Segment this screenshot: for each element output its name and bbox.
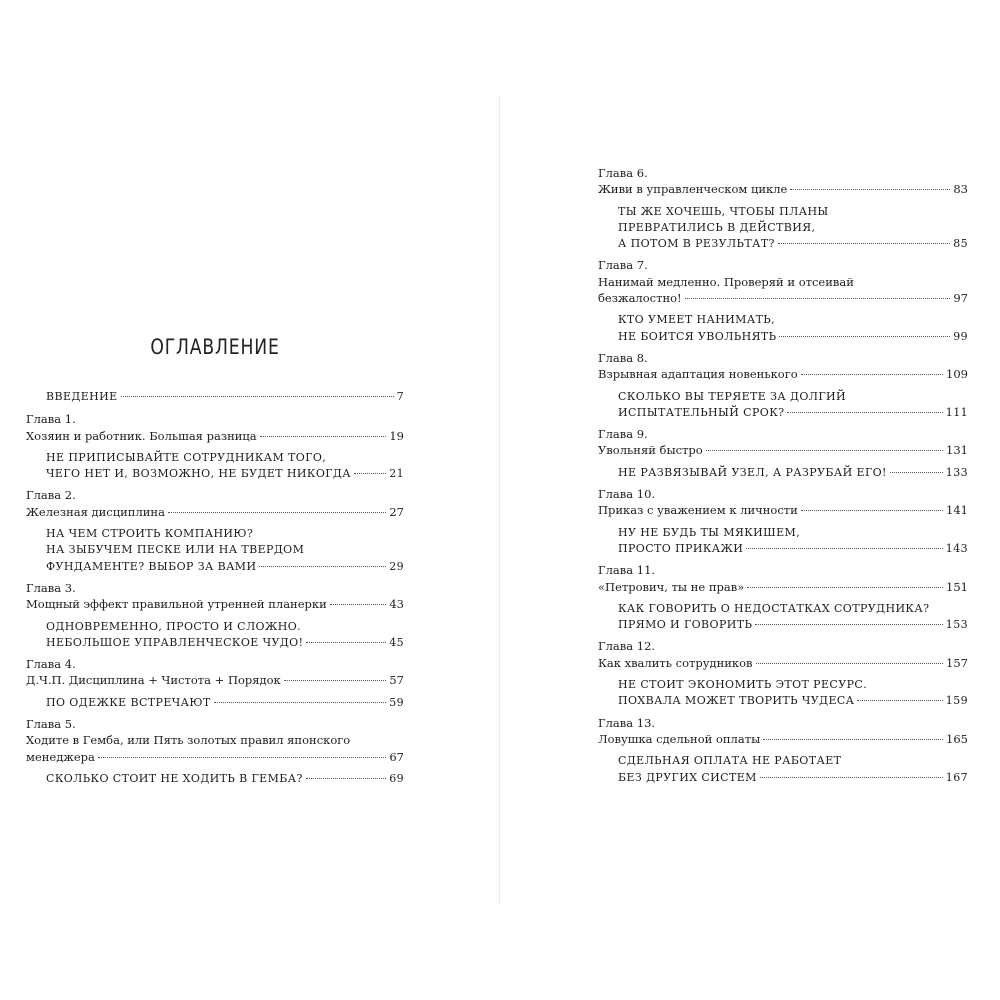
entry-line-text: Ходите в Гемба, или Пять золотых правил японского xyxy=(26,733,351,748)
entry-line-text: ПРЕВРАТИЛИСЬ В ДЕЙСТВИЯ, xyxy=(618,220,816,234)
page-number: 157 xyxy=(946,655,968,670)
page-number: 97 xyxy=(953,291,968,306)
chapter-title xyxy=(598,579,968,595)
entry-line xyxy=(618,617,968,633)
page-gutter xyxy=(499,95,500,905)
entry-line xyxy=(618,770,968,786)
chapter-label: Глава 6. xyxy=(598,166,648,180)
entry-line xyxy=(46,389,404,405)
dot-leader xyxy=(747,587,943,588)
subsection-entry xyxy=(598,601,968,634)
chapter-title xyxy=(598,502,968,518)
page-number: 167 xyxy=(945,770,968,784)
entry-line-text: Взрывная адаптация новенького xyxy=(598,367,798,382)
chapter-label: Глава 2. xyxy=(26,488,76,503)
subsection-entry xyxy=(598,389,968,422)
entry-line xyxy=(26,672,404,688)
subsection-entry xyxy=(26,695,404,711)
chapter-label: Глава 12. xyxy=(598,639,656,654)
entry-line-text: Д.Ч.П. Дисциплина + Чистота + Порядок xyxy=(26,673,281,688)
entry-line-text: КАК ГОВОРИТЬ О НЕДОСТАТКАХ СОТРУДНИКА? xyxy=(618,601,930,615)
entry-line-text: НЕБОЛЬШОЕ УПРАВЛЕНЧЕСКОЕ ЧУДО! xyxy=(46,635,304,649)
dot-leader xyxy=(857,700,942,701)
entry-line xyxy=(618,693,968,709)
chapter-entry xyxy=(598,257,968,344)
entry-line-text: НУ НЕ БУДЬ ТЫ МЯКИШЕМ, xyxy=(618,525,801,539)
page-number: 19 xyxy=(389,428,404,443)
chapter-label: Глава 9. xyxy=(598,427,648,442)
entry-line-text: Хозяин и работник. Большая разница xyxy=(26,428,257,443)
toc-title: ОГЛАВЛЕНИЕ xyxy=(150,335,280,359)
entry-line xyxy=(598,181,968,197)
page-number: 111 xyxy=(945,405,968,419)
page-number: 21 xyxy=(389,467,404,481)
chapter-label: Глава 1. xyxy=(26,412,76,427)
page-number: 151 xyxy=(946,579,968,594)
subsection-entry xyxy=(598,677,968,710)
entry-line xyxy=(46,695,404,711)
chapter-title xyxy=(26,732,404,765)
chapter-entry xyxy=(26,716,404,787)
chapter-label: Глава 11. xyxy=(598,563,656,578)
entry-line-text: СКОЛЬКО ВЫ ТЕРЯЕТЕ ЗА ДОЛГИЙ xyxy=(618,389,847,403)
page-number: 59 xyxy=(389,695,404,709)
entry-line xyxy=(618,329,968,345)
entry-line-text: ПОХВАЛА МОЖЕТ ТВОРИТЬ ЧУДЕСА xyxy=(618,694,855,708)
page-number: 69 xyxy=(389,771,404,785)
dot-leader xyxy=(121,396,394,397)
subsection-entry xyxy=(598,753,968,786)
entry-line xyxy=(46,466,404,482)
dot-leader xyxy=(801,374,943,375)
page-number: 141 xyxy=(946,503,968,518)
dot-leader xyxy=(760,777,943,778)
subsection-entry xyxy=(598,525,968,558)
chapter-title xyxy=(26,672,404,688)
dot-leader xyxy=(685,298,951,299)
entry-line-text: Как хвалить сотрудников xyxy=(598,655,753,670)
subsection-entry xyxy=(26,619,404,652)
entry-line-text: НЕ ПРИПИСЫВАЙТЕ СОТРУДНИКАМ ТОГО, xyxy=(46,450,327,464)
chapter-entry xyxy=(598,165,968,252)
entry-line-text: ПРОСТО ПРИКАЖИ xyxy=(618,541,744,555)
entry-line xyxy=(598,579,968,595)
entry-line xyxy=(618,465,968,481)
chapter-label: Глава 8. xyxy=(598,350,648,365)
page-number: 131 xyxy=(946,443,968,458)
entry-line xyxy=(46,635,404,651)
entry-line-text: Живи в управленческом цикле xyxy=(598,182,788,197)
chapter-label: Глава 10. xyxy=(598,487,656,502)
entry-line-text: «Петрович, ты не прав» xyxy=(598,579,745,594)
entry-line-text: ИСПЫТАТЕЛЬНЫЙ СРОК? xyxy=(618,405,785,419)
entry-line-text: Ловушка сдельной оплаты xyxy=(598,731,761,746)
dot-leader xyxy=(746,548,943,549)
entry-line xyxy=(46,771,404,787)
chapter-label: Глава 13. xyxy=(598,715,656,730)
entry-line-text: Увольняй быстро xyxy=(598,443,703,458)
chapter-title xyxy=(598,181,968,197)
page-number: 67 xyxy=(389,749,404,764)
toc-entry-intro xyxy=(26,389,404,405)
entry-line xyxy=(598,502,968,518)
entry-line-text: ОДНОВРЕМЕННО, ПРОСТО И СЛОЖНО. xyxy=(46,619,302,633)
dot-leader xyxy=(801,510,943,511)
entry-line xyxy=(598,290,968,306)
page-number: 159 xyxy=(945,694,968,708)
chapter-title xyxy=(26,596,404,612)
chapter-entry xyxy=(598,562,968,633)
entry-line-text: А ПОТОМ В РЕЗУЛЬТАТ? xyxy=(618,237,775,251)
entry-line-text: НЕ СТОИТ ЭКОНОМИТЬ ЭТОТ РЕСУРС. xyxy=(618,678,868,692)
page-number: 133 xyxy=(945,465,968,479)
entry-line-text: менеджера xyxy=(26,749,95,764)
dot-leader xyxy=(890,472,943,473)
dot-leader xyxy=(756,663,944,664)
entry-line-text: НЕ БОИТСЯ УВОЛЬНЯТЬ xyxy=(618,329,777,343)
dot-leader xyxy=(98,757,386,758)
page-number: 29 xyxy=(389,559,404,573)
entry-line xyxy=(26,428,404,444)
dot-leader xyxy=(706,450,943,451)
entry-line xyxy=(598,731,968,747)
subsection-entry xyxy=(26,526,404,575)
chapter-entry xyxy=(598,486,968,557)
chapter-entry xyxy=(26,656,404,711)
dot-leader xyxy=(259,566,386,567)
dot-leader xyxy=(260,436,387,437)
chapter-entry xyxy=(598,350,968,421)
dot-leader xyxy=(790,189,950,190)
dot-leader xyxy=(354,473,386,474)
chapter-entry xyxy=(26,411,404,482)
chapter-title xyxy=(598,274,968,307)
entry-line-text: безжалостно! xyxy=(598,291,682,306)
dot-leader xyxy=(306,778,386,779)
entry-line-text: Мощный эффект правильной утренней планерки xyxy=(26,597,327,612)
entry-line-text: СДЕЛЬНАЯ ОПЛАТА НЕ РАБОТАЕТ xyxy=(618,754,842,768)
page-number: 43 xyxy=(389,597,404,612)
entry-line-text: НА ЗЫБУЧЕМ ПЕСКЕ ИЛИ НА ТВЕРДОМ xyxy=(46,543,305,557)
entry-line xyxy=(618,405,968,421)
chapter-label: Глава 5. xyxy=(26,717,76,732)
left-page xyxy=(26,335,404,787)
subsection-entry xyxy=(598,312,968,345)
dot-leader xyxy=(778,243,950,244)
entry-line-text: ФУНДАМЕНТЕ? ВЫБОР ЗА ВАМИ xyxy=(46,559,257,573)
entry-line-text: ПО ОДЕЖКЕ ВСТРЕЧАЮТ xyxy=(46,695,211,709)
entry-line-text: ПРЯМО И ГОВОРИТЬ xyxy=(618,618,753,632)
entry-title: ВВЕДЕНИЕ xyxy=(46,390,118,403)
page-number: 7 xyxy=(396,390,404,403)
entry-line-text: Нанимай медленно. Проверяй и отсеивай xyxy=(598,274,854,289)
entry-line xyxy=(26,749,404,765)
entry-line xyxy=(46,559,404,575)
right-page xyxy=(598,165,968,786)
entry-line-text: ТЫ ЖЕ ХОЧЕШЬ, ЧТОБЫ ПЛАНЫ xyxy=(618,204,829,218)
page-number: 165 xyxy=(946,731,968,746)
entry-line-text: СКОЛЬКО СТОИТ НЕ ХОДИТЬ В ГЕМБА? xyxy=(46,771,303,785)
dot-leader xyxy=(306,642,386,643)
entry-line xyxy=(598,655,968,671)
entry-line xyxy=(618,236,968,252)
entry-line xyxy=(618,541,968,557)
dot-leader xyxy=(284,680,387,681)
entry-line xyxy=(26,596,404,612)
toc-list-left xyxy=(26,411,404,787)
dot-leader xyxy=(214,702,387,703)
chapter-title xyxy=(598,442,968,458)
entry-line-text: Железная дисциплина xyxy=(26,504,165,519)
chapter-title xyxy=(598,366,968,382)
dot-leader xyxy=(763,739,943,740)
subsection-entry xyxy=(26,771,404,787)
chapter-entry xyxy=(598,638,968,709)
chapter-title xyxy=(26,428,404,444)
entry-line-text: Приказ с уважением к личности xyxy=(598,503,798,518)
page-number: 153 xyxy=(945,618,968,632)
chapter-title xyxy=(26,504,404,520)
chapter-label: Глава 4. xyxy=(26,657,76,672)
chapter-title xyxy=(598,655,968,671)
subsection-entry xyxy=(598,465,968,481)
chapter-entry xyxy=(598,715,968,786)
page-number: 99 xyxy=(953,329,968,343)
page-number: 45 xyxy=(389,635,404,649)
entry-line-text: БЕЗ ДРУГИХ СИСТЕМ xyxy=(618,770,757,784)
page-number: 85 xyxy=(953,237,968,251)
page-number: 143 xyxy=(945,541,968,555)
dot-leader xyxy=(330,604,387,605)
dot-leader xyxy=(779,336,950,337)
page-number: 83 xyxy=(953,182,968,197)
chapter-entry xyxy=(598,426,968,481)
entry-line xyxy=(598,366,968,382)
chapter-label: Глава 3. xyxy=(26,580,76,595)
subsection-entry xyxy=(26,450,404,483)
entry-line xyxy=(26,504,404,520)
chapter-entry xyxy=(26,487,404,574)
page-number: 57 xyxy=(389,673,404,688)
entry-line xyxy=(598,442,968,458)
entry-line-text: НЕ РАЗВЯЗЫВАЙ УЗЕЛ, А РАЗРУБАЙ ЕГО! xyxy=(618,465,887,479)
subsection-entry xyxy=(598,204,968,253)
page-number: 109 xyxy=(946,367,968,382)
entry-line-text: НА ЧЕМ СТРОИТЬ КОМПАНИЮ? xyxy=(46,527,254,541)
page-number: 27 xyxy=(389,504,404,519)
entry-line-text: КТО УМЕЕТ НАНИМАТЬ, xyxy=(618,313,776,327)
dot-leader xyxy=(755,624,943,625)
chapter-label: Глава 7. xyxy=(598,258,648,273)
dot-leader xyxy=(787,412,942,413)
entry-line-text: ЧЕГО НЕТ И, ВОЗМОЖНО, НЕ БУДЕТ НИКОГДА xyxy=(46,467,352,481)
dot-leader xyxy=(168,512,386,513)
toc-list-right xyxy=(598,165,968,786)
chapter-entry xyxy=(26,580,404,651)
chapter-title xyxy=(598,731,968,747)
